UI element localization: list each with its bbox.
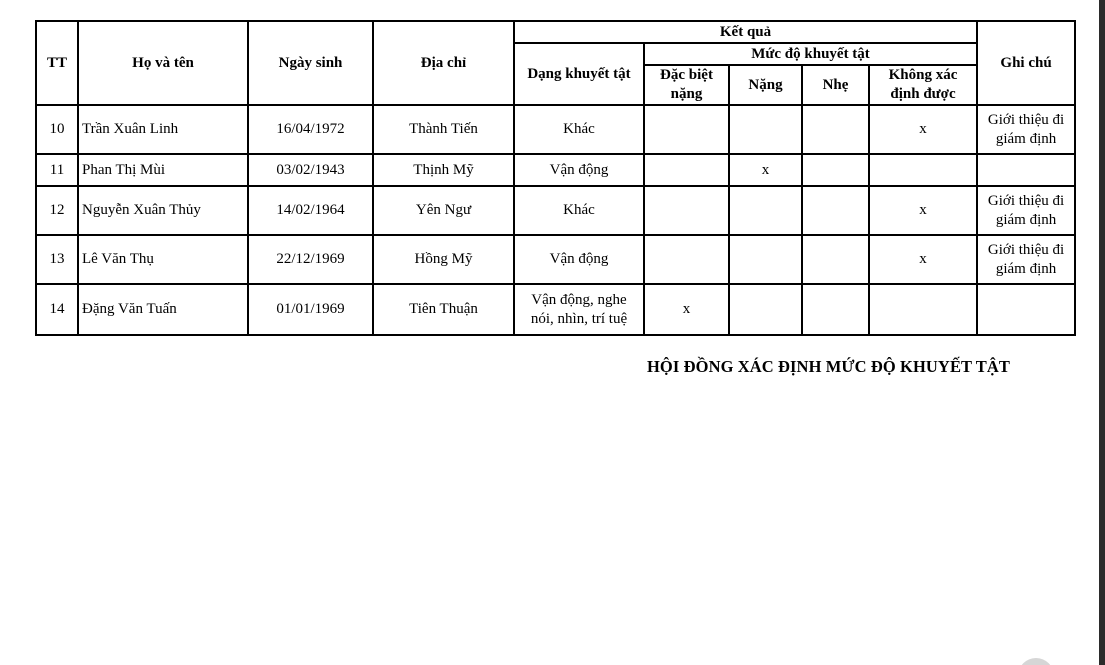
table-row (36, 284, 1075, 335)
page-edge-divider (1099, 0, 1105, 665)
cell-name: Phan Thị Mùi (78, 154, 248, 186)
header-level: Mức độ khuyết tật (644, 43, 977, 65)
cell-undetermined (869, 154, 977, 186)
cell-dob: 22/12/1969 (248, 235, 373, 284)
cell-type: Vận động (514, 235, 644, 284)
cell-mild (802, 186, 869, 235)
cell-undetermined (869, 284, 977, 335)
cell-dob: 16/04/1972 (248, 105, 373, 154)
table-row (36, 186, 1075, 235)
cell-note (977, 284, 1075, 335)
cell-note: Giới thiệu đi giám định (977, 186, 1075, 235)
header-tt: TT (36, 21, 78, 105)
cell-type: Khác (514, 105, 644, 154)
cell-tt: 11 (36, 154, 78, 186)
cell-note (977, 154, 1075, 186)
cell-type: Vận động, nghe nói, nhìn, trí tuệ (514, 284, 644, 335)
table-body (36, 105, 1075, 335)
cell-mild (802, 105, 869, 154)
cell-mild (802, 235, 869, 284)
cell-name: Đặng Văn Tuấn (78, 284, 248, 335)
cell-name: Trần Xuân Linh (78, 105, 248, 154)
header-level-mild: Nhẹ (802, 65, 869, 105)
cell-severe: x (729, 154, 802, 186)
cell-tt: 13 (36, 235, 78, 284)
cell-very-severe (644, 186, 729, 235)
header-type: Dạng khuyết tật (514, 43, 644, 105)
cell-undetermined: x (869, 235, 977, 284)
header-level-severe: Nặng (729, 65, 802, 105)
cell-address: Thịnh Mỹ (373, 154, 514, 186)
cell-dob: 14/02/1964 (248, 186, 373, 235)
header-level-undetermined: Không xác định được (869, 65, 977, 105)
disability-assessment-table (35, 20, 1076, 336)
cell-type: Khác (514, 186, 644, 235)
header-result: Kết quả (514, 21, 977, 43)
cell-name: Lê Văn Thụ (78, 235, 248, 284)
cell-type: Vận động (514, 154, 644, 186)
cell-very-severe (644, 154, 729, 186)
cell-address: Tiên Thuận (373, 284, 514, 335)
header-dob: Ngày sinh (248, 21, 373, 105)
cell-undetermined: x (869, 186, 977, 235)
cell-severe (729, 284, 802, 335)
cell-tt: 14 (36, 284, 78, 335)
cell-name: Nguyễn Xuân Thủy (78, 186, 248, 235)
cell-very-severe (644, 105, 729, 154)
cell-address: Yên Ngư (373, 186, 514, 235)
cell-tt: 12 (36, 186, 78, 235)
cell-mild (802, 284, 869, 335)
cell-note: Giới thiệu đi giám định (977, 105, 1075, 154)
cell-severe (729, 235, 802, 284)
cell-severe (729, 105, 802, 154)
header-note: Ghi chú (977, 21, 1075, 105)
table-header (36, 21, 1075, 105)
cell-tt: 10 (36, 105, 78, 154)
cell-address: Thành Tiến (373, 105, 514, 154)
cell-note: Giới thiệu đi giám định (977, 235, 1075, 284)
table-row (36, 154, 1075, 186)
cell-dob: 03/02/1943 (248, 154, 373, 186)
cell-dob: 01/01/1969 (248, 284, 373, 335)
cell-address: Hồng Mỹ (373, 235, 514, 284)
header-level-very-severe: Đặc biệt nặng (644, 65, 729, 105)
table-row (36, 105, 1075, 154)
table-row (36, 235, 1075, 284)
cell-very-severe: x (644, 284, 729, 335)
cell-mild (802, 154, 869, 186)
cell-undetermined: x (869, 105, 977, 154)
cell-severe (729, 186, 802, 235)
cell-very-severe (644, 235, 729, 284)
header-address: Địa chỉ (373, 21, 514, 105)
council-title: HỘI ĐỒNG XÁC ĐỊNH MỨC ĐỘ KHUYẾT TẬT (647, 357, 1011, 376)
header-name: Họ và tên (78, 21, 248, 105)
